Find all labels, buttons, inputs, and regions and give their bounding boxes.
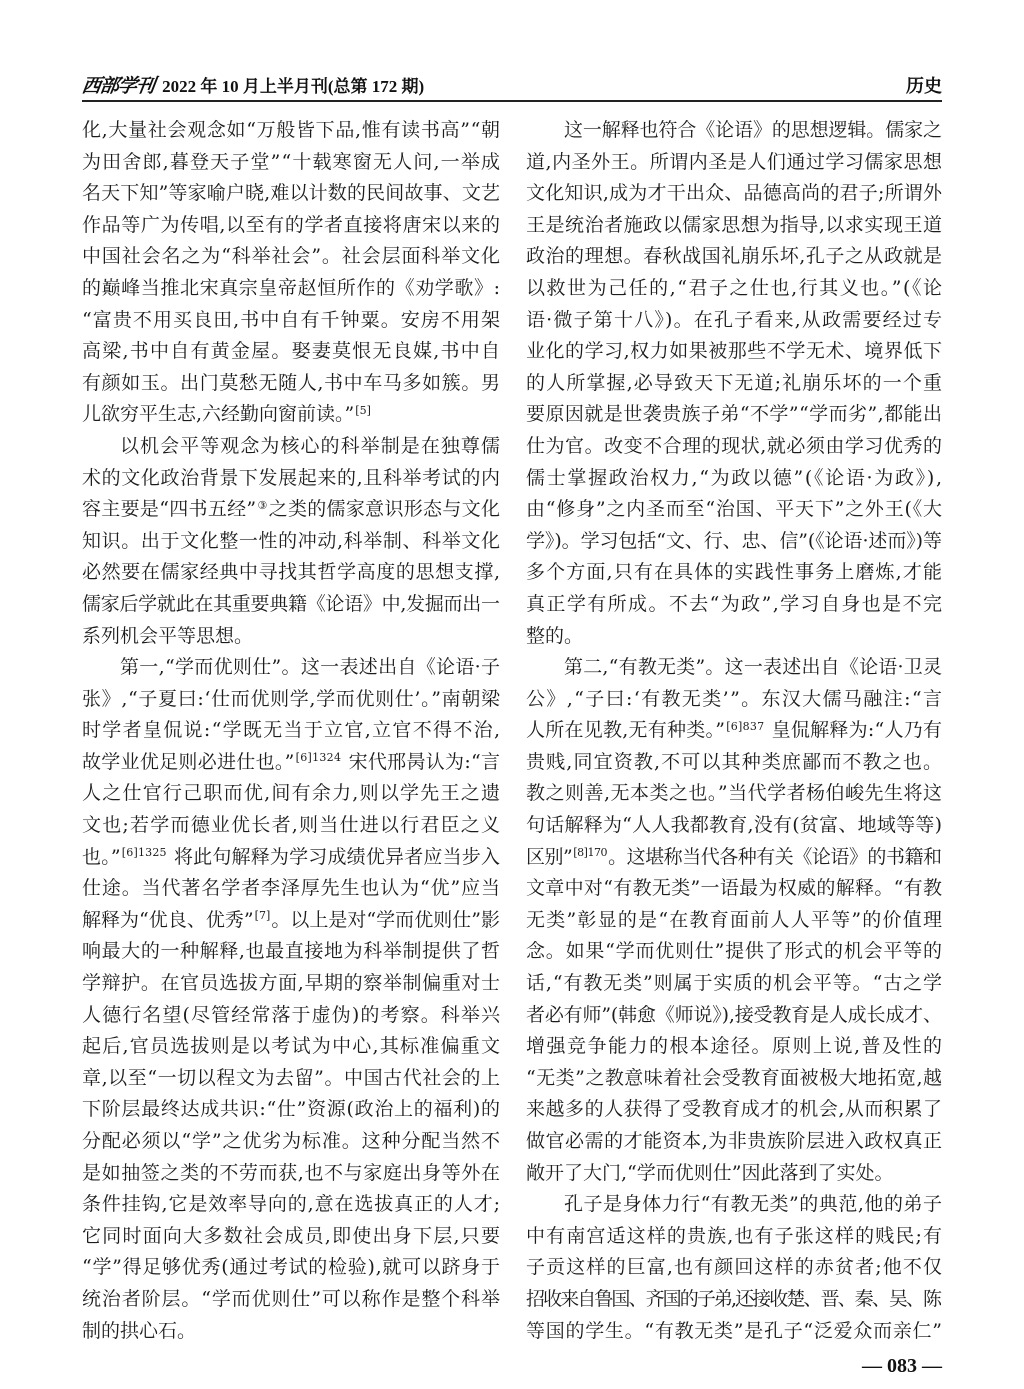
line-text: 贵贱,同宜资教,不可以其种类庶鄙而不教之也。 — [526, 750, 944, 773]
text-line — [526, 621, 942, 653]
text-run: 故学业优足则必进仕也。” — [82, 750, 295, 773]
text-line — [82, 1221, 500, 1253]
text-line — [526, 494, 942, 526]
line-text — [82, 905, 500, 937]
citation-mark: [5] — [355, 403, 371, 417]
text-line — [526, 652, 942, 684]
text-line — [526, 589, 942, 621]
text-line — [82, 399, 500, 431]
text-line — [82, 778, 500, 810]
text-line — [526, 1158, 942, 1190]
running-header — [82, 72, 942, 100]
text-line — [82, 1094, 500, 1126]
text-line — [526, 115, 942, 147]
text-run: 之类的儒家意识形态与文化 — [268, 498, 501, 521]
paragraph — [82, 115, 500, 431]
line-text: 第一,“学而优则仕”。这一表述出自《论语·子 — [120, 656, 501, 679]
line-text: 要原因就是世袭贵族子弟“不学”“学而劣”,都能出 — [526, 403, 943, 426]
journal-logo: 西部学刊 — [80, 75, 156, 97]
line-text: 句话解释为“人人我都教育,没有(贫富、地域等等) — [526, 814, 943, 837]
text-line — [82, 589, 500, 621]
text-line — [82, 747, 500, 779]
text-line — [526, 336, 942, 368]
text-line — [82, 526, 500, 558]
text-run: 容主要是“四书五经” — [82, 498, 257, 521]
line-text: “学”得足够优秀(通过考试的检验),就可以跻身于 — [82, 1256, 501, 1279]
line-text: 起后,官员选拔则是以考试为中心,其标准偏重文 — [82, 1035, 502, 1058]
line-text: 知识。出于文化整一性的冲动,科举制、科举文化 — [82, 529, 501, 552]
text-line — [526, 778, 942, 810]
text-run: 解释为“优良、优秀” — [82, 908, 254, 931]
text-line — [526, 210, 942, 242]
line-text — [526, 842, 942, 874]
text-line — [526, 810, 942, 842]
issue-info: 2022 年 10 月上半月刊(总第 172 期) — [162, 77, 425, 96]
citation-mark: ③ — [257, 498, 268, 512]
text-run: 宋代邢昺认为:“言 — [342, 750, 501, 773]
line-text: 仕为官。改变不合理的现状,就必须由学习优秀的 — [526, 434, 943, 457]
line-text: 中有南宫适这样的贵族,也有子张这样的贱民;有 — [526, 1224, 944, 1247]
line-text: 人德行名望(尽管经常落于虚伪)的考察。科举兴 — [82, 1003, 502, 1026]
text-line — [82, 842, 500, 874]
line-text: 无类”彰显的是“在教育面前人人平等”的价值理 — [526, 908, 944, 931]
text-line — [526, 557, 942, 589]
line-text: 文章中对“有教无类”一语最为权威的解释。“有教 — [526, 877, 943, 900]
text-line — [526, 1316, 942, 1348]
line-text: 公》,“子曰:‘有教无类’”。东汉大儒马融注:“言 — [526, 687, 944, 710]
text-line — [526, 399, 942, 431]
line-text: 者必有师”(韩愈《师说》),接受教育是人成长成才、 — [526, 1003, 942, 1026]
line-text — [82, 399, 372, 431]
line-text: 术的文化政治背景下发展起来的,且科举考试的内 — [82, 466, 501, 489]
text-line — [82, 652, 500, 684]
text-line — [82, 810, 500, 842]
text-run: 儿欲穷平生志,六经勤向窗前读。” — [82, 403, 355, 426]
line-text: “富贵不用买良田,书中自有千钟粟。安房不用架 — [82, 308, 502, 331]
text-line — [82, 621, 500, 653]
line-text: 念。如果“学而优则仕”提供了形式的机会平等的 — [526, 940, 943, 963]
text-line — [526, 463, 942, 495]
text-line — [526, 1284, 942, 1316]
text-line — [526, 968, 942, 1000]
citation-mark: [6]1324 — [295, 751, 342, 765]
text-line — [82, 115, 500, 147]
text-line — [82, 715, 500, 747]
text-line — [82, 241, 500, 273]
line-text: 做官必需的才能资本,为非贵族阶层进入政权真正 — [526, 1130, 943, 1152]
text-line — [526, 1189, 942, 1221]
line-text: 下阶层最终达成共识:“仕”资源(政治上的福利)的 — [82, 1098, 501, 1121]
line-text: 来越多的人获得了受教育成才的机会,从而积累了 — [526, 1098, 943, 1121]
line-text: 学》)。学习包括“文、行、忠、信”(《论语·述而》)等 — [526, 529, 942, 552]
text-line — [526, 1000, 942, 1032]
text-line — [82, 1284, 500, 1316]
line-text: 子贡这样的巨富,也有颜回这样的赤贫者;他不仅 — [526, 1256, 944, 1279]
text-line — [526, 842, 942, 874]
text-line — [82, 1316, 500, 1348]
text-run: 也。” — [82, 845, 121, 868]
line-text: 章,以至“一切以程文为去留”。中国古代社会的上 — [82, 1066, 501, 1089]
text-line — [82, 1158, 500, 1190]
text-line — [526, 1221, 942, 1253]
text-line — [82, 1126, 500, 1158]
line-text: 第二,“有教无类”。这一表述出自《论语·卫灵 — [564, 656, 943, 679]
line-text: 张》,“子夏曰:‘仕而优则学,学而优则仕’。”南朝梁 — [82, 687, 501, 710]
line-text: 增强竞争能力的根本途径。原则上说,普及性的 — [526, 1035, 944, 1058]
line-text: 名天下知”等家喻户晓,难以计数的民间故事、文艺 — [82, 182, 501, 205]
citation-mark: [6]1325 — [121, 846, 167, 860]
line-text: 系列机会平等思想。 — [82, 624, 254, 647]
journal-issue-line — [82, 72, 424, 100]
text-line — [82, 1252, 500, 1284]
line-text — [526, 715, 942, 747]
line-text: 是如抽签之类的不劳而获,也不与家庭出身等外在 — [82, 1161, 501, 1184]
line-text: 时学者皇侃说:“学既无当于立官,立官不得不治, — [82, 719, 502, 742]
text-run: 将此句解释为学习成绩优异者应当步入 — [167, 845, 501, 868]
line-text: 王是统治者施政以儒家思想为指导,以求实现王道 — [526, 213, 943, 236]
text-line — [526, 241, 942, 273]
line-text: 孔子是身体力行“有教无类”的典范,他的弟子 — [564, 1193, 943, 1216]
line-text — [82, 747, 500, 779]
text-line — [82, 494, 500, 526]
citation-mark: [8]170 — [573, 846, 608, 860]
text-line — [82, 368, 500, 400]
line-text: 招收来自鲁国、齐国的子弟,还接收楚、晋、秦、吴、陈 — [526, 1287, 941, 1310]
text-line — [82, 178, 500, 210]
page-number: — 083 — — [862, 1355, 942, 1377]
text-line — [82, 431, 500, 463]
text-line — [82, 905, 500, 937]
line-text: 作品等广为传唱,以至有的学者直接将唐宋以来的 — [82, 213, 501, 236]
paragraph — [82, 652, 500, 1347]
line-text: 统治者阶层。“学而优则仕”可以称作是整个科举 — [82, 1287, 501, 1310]
citation-mark: [7] — [254, 909, 271, 923]
line-text: 儒家后学就此在其重要典籍《论语》中,发掘而出一 — [82, 592, 500, 615]
line-text: 多个方面,只有在具体的实践性事务上磨炼,才能 — [526, 561, 944, 584]
text-line — [526, 305, 942, 337]
line-text: 为田舍郎,暮登天子堂”“十载寒窗无人问,一举成 — [82, 150, 502, 173]
line-text: 教之则善,无本类之也。”当代学者杨伯峻先生将这 — [526, 782, 943, 805]
line-text: 分配必须以“学”之优劣为标准。这种分配当然不 — [82, 1130, 501, 1152]
line-text: 这一解释也符合《论语》的思想逻辑。儒家之 — [564, 119, 942, 141]
text-line — [526, 747, 942, 779]
line-text: 业化的学习,权力如果被那些不学无术、境界低下 — [526, 340, 943, 363]
text-line — [526, 526, 942, 558]
text-line — [526, 905, 942, 937]
line-text: 以机会平等观念为核心的科举制是在独尊儒 — [120, 434, 502, 457]
text-line — [526, 147, 942, 179]
text-line — [82, 336, 500, 368]
paragraph — [526, 1189, 942, 1347]
text-line — [82, 1031, 500, 1063]
text-line — [82, 210, 500, 242]
text-line — [82, 305, 500, 337]
text-line — [82, 1063, 500, 1095]
line-text: 儒士掌握政治权力,“为政以德”(《论语·为政》), — [526, 466, 944, 489]
section-label: 历史 — [906, 76, 942, 96]
text-line — [526, 1252, 942, 1284]
text-line — [82, 147, 500, 179]
text-line — [526, 1031, 942, 1063]
line-text: 化,大量社会观念如“万般皆下品,惟有读书高”“朝 — [82, 119, 501, 141]
line-text: 必然要在儒家经典中寻找其哲学高度的思想支撑, — [82, 561, 501, 584]
text-line — [526, 178, 942, 210]
line-text: 以救世为己任的,“君子之仕也,行其义也。”(《论 — [526, 276, 944, 299]
line-text: 响最大的一种解释,也最直接地为科举制提供了哲 — [82, 940, 501, 963]
text-line — [82, 684, 500, 716]
text-line — [82, 463, 500, 495]
text-line — [526, 936, 942, 968]
text-line — [526, 1126, 942, 1158]
text-line — [526, 368, 942, 400]
line-text: 等国的学生。“有教无类”是孔子“泛爱众而亲仁” — [526, 1319, 943, 1342]
line-text: 学辩护。在官员选拔方面,早期的察举制偏重对士 — [82, 972, 501, 995]
line-text: 由“修身”之内圣而至“治国、平天下”之外王(《大 — [526, 498, 943, 521]
text-line — [526, 873, 942, 905]
line-text: 敞开了大门,“学而优则仕”因此落到了实处。 — [526, 1161, 894, 1184]
line-text: 语·微子第十八》)。在孔子看来,从政需要经过专 — [526, 308, 944, 331]
line-text: 的巅峰当推北宋真宗皇帝赵恒所作的《劝学歌》: — [82, 276, 501, 299]
text-line — [82, 936, 500, 968]
text-run: 皇侃解释为:“人乃有 — [765, 719, 943, 742]
right-column — [526, 115, 942, 1347]
text-line — [526, 431, 942, 463]
line-text: 人之仕官行己职而优,间有余力,则以学先王之遗 — [82, 782, 502, 805]
line-text: 高梁,书中自有黄金屋。娶妻莫恨无良媒,书中自 — [82, 340, 502, 363]
paragraph — [526, 652, 942, 1189]
text-line — [526, 715, 942, 747]
line-text: 的人所掌握,必导致天下无道;礼崩乐坏的一个重 — [526, 371, 944, 394]
text-run: 。以上是对“学而优则仕”影 — [271, 908, 501, 931]
line-text: 有颜如玉。出门莫愁无随人,书中车马多如簇。男 — [82, 371, 501, 394]
line-text — [82, 494, 500, 526]
text-line — [526, 1063, 942, 1095]
line-text: 文也;若学而德业优长者,则当仕进以行君臣之义 — [82, 814, 502, 837]
line-text: “无类”之教意味着社会受教育面被极大地拓宽,越 — [526, 1066, 943, 1089]
paragraph — [82, 431, 500, 652]
line-text: 制的拱心石。 — [82, 1319, 197, 1342]
text-run: 人所在见教,无有种类。” — [526, 719, 726, 742]
text-line — [82, 1189, 500, 1221]
line-text: 政治的理想。春秋战国礼崩乐坏,孔子之从政就是 — [526, 245, 943, 268]
line-text: 仕途。当代著名学者李泽厚先生也认为“优”应当 — [82, 877, 501, 900]
text-run: 。这堪称当代各种有关《论语》的书籍和 — [608, 845, 942, 868]
paragraph — [526, 115, 942, 652]
line-text: 文化知识,成为才干出众、品德高尚的君子;所谓外 — [526, 182, 943, 205]
left-column — [82, 115, 500, 1347]
line-text: 条件挂钩,它是效率导向的,意在选拔真正的人才; — [82, 1193, 501, 1216]
text-line — [526, 273, 942, 305]
text-line — [526, 684, 942, 716]
text-line — [82, 273, 500, 305]
text-run: 区别” — [526, 845, 573, 868]
line-text: 真正学有所成。不去“为政”,学习自身也是不完 — [526, 592, 944, 615]
line-text: 它同时面向大多数社会成员,即使出身下层,只要 — [82, 1224, 502, 1247]
citation-mark: [6]837 — [726, 719, 765, 733]
line-text: 中国社会名之为“科举社会”。社会层面科举文化 — [82, 245, 501, 268]
text-line — [82, 873, 500, 905]
text-line — [82, 968, 500, 1000]
line-text: 话,“有教无类”则属于实质的机会平等。“古之学 — [526, 972, 943, 995]
text-line — [526, 1094, 942, 1126]
text-line — [82, 557, 500, 589]
line-text: 道,内圣外王。所谓内圣是人们通过学习儒家思想 — [526, 150, 943, 173]
text-line — [82, 1000, 500, 1032]
header-rule — [82, 100, 942, 102]
line-text: 整的。 — [526, 624, 584, 647]
line-text — [82, 842, 500, 874]
